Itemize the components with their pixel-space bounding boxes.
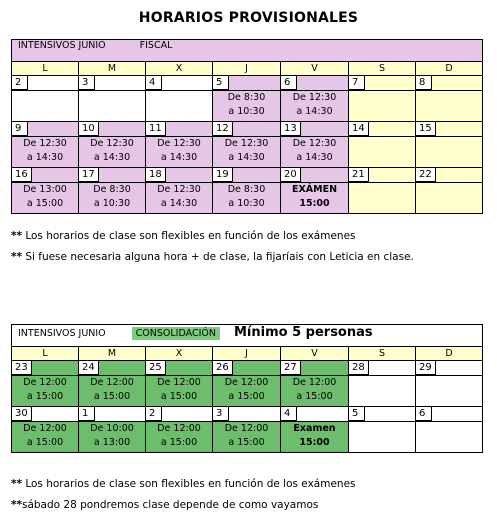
day-header: L <box>12 62 79 76</box>
start-time: De 12:00 <box>224 377 269 388</box>
day-number-cell <box>349 76 416 91</box>
day-number: 23 <box>12 361 32 375</box>
day-header: X <box>146 347 213 361</box>
start-time: De 8:30 <box>93 184 131 195</box>
day-number-cell <box>213 122 281 137</box>
schedule-cell <box>12 137 79 168</box>
start-time: De 8:30 <box>227 92 266 103</box>
day-number-cell <box>281 76 349 91</box>
day-number: 22 <box>416 168 436 182</box>
schedule-cell <box>213 183 281 214</box>
day-number: 24 <box>79 361 99 375</box>
schedule-cell <box>146 422 213 453</box>
schedule-cell <box>213 91 281 122</box>
day-number: 6 <box>416 407 432 421</box>
day-number: 19 <box>213 168 233 182</box>
start-time: De 12:00 <box>157 377 201 388</box>
day-number-cell <box>146 168 213 183</box>
course-name: CONSOLIDACIÓN <box>132 327 220 340</box>
start-time: De 8:30 <box>227 184 266 195</box>
day-number: 2 <box>146 407 162 421</box>
schedule-cell <box>12 91 79 122</box>
note: ** Si fuese necesaria alguna hora + de clase, la fijaríais con Leticia en clase. <box>11 251 414 263</box>
schedule-cell <box>146 376 213 407</box>
start-time: De 12:30 <box>90 138 134 149</box>
end-time: a 10:30 <box>93 198 131 209</box>
exam-time: 15:00 <box>299 198 330 209</box>
start-time: De 12:30 <box>224 138 269 149</box>
day-number: 1 <box>79 407 95 421</box>
day-number-cell <box>146 122 213 137</box>
end-time: a 14:30 <box>160 198 198 209</box>
end-time: a 14:30 <box>93 152 131 163</box>
day-number: 29 <box>416 361 436 375</box>
start-time: De 12:30 <box>23 138 67 149</box>
end-time: a 14:30 <box>296 152 333 163</box>
start-time: De 12:00 <box>90 377 134 388</box>
day-number: 28 <box>349 361 369 375</box>
end-time: a 14:30 <box>228 152 265 163</box>
day-number-cell <box>281 122 349 137</box>
day-number: 13 <box>281 122 301 136</box>
day-header: M <box>79 347 146 361</box>
end-time: a 15:00 <box>26 198 64 209</box>
day-number-cell <box>79 361 146 376</box>
calendar-header <box>12 40 483 62</box>
schedule-cell <box>349 376 416 407</box>
schedule-cell <box>146 183 213 214</box>
schedule-cell <box>12 183 79 214</box>
start-time: De 12:30 <box>292 138 337 149</box>
day-number-cell <box>79 122 146 137</box>
day-number-cell <box>213 361 281 376</box>
course-name: FISCAL <box>139 40 173 51</box>
note: **sábado 28 pondremos clase depende de como vayamos <box>11 499 319 511</box>
end-time: a 15:00 <box>93 391 131 402</box>
schedule-cell <box>416 137 483 168</box>
calendar-fiscal <box>11 39 483 214</box>
schedule-cell <box>146 91 213 122</box>
day-number-cell <box>416 407 483 422</box>
minimum-note: Mínimo 5 personas <box>233 325 373 340</box>
exam-time: 15:00 <box>299 437 330 448</box>
schedule-cell <box>146 137 213 168</box>
day-number-cell <box>281 168 349 183</box>
schedule-cell <box>79 137 146 168</box>
start-time: De 12:00 <box>224 423 269 434</box>
start-time: De 13:00 <box>23 184 67 195</box>
calendar-header <box>12 325 483 347</box>
day-number: 6 <box>281 76 297 90</box>
day-number-cell <box>281 361 349 376</box>
day-number-cell <box>79 168 146 183</box>
end-time: a 15:00 <box>296 391 333 402</box>
end-time: a 14:30 <box>296 106 333 117</box>
day-number-cell <box>416 76 483 91</box>
day-number-cell <box>146 361 213 376</box>
day-number: 18 <box>146 168 166 182</box>
day-number-cell <box>349 122 416 137</box>
start-time: De 12:30 <box>157 138 201 149</box>
day-number-cell <box>213 168 281 183</box>
day-number: 4 <box>281 407 297 421</box>
day-number: 3 <box>79 76 95 90</box>
day-header: X <box>146 62 213 76</box>
day-number: 8 <box>416 76 432 90</box>
schedule-cell <box>281 91 349 122</box>
day-number-cell <box>416 122 483 137</box>
schedule-cell <box>213 422 281 453</box>
note: ** Los horarios de clase son flexibles en función de los exámenes <box>11 230 356 242</box>
start-time: De 12:30 <box>157 184 201 195</box>
schedule-cell <box>12 422 79 453</box>
start-time: De 12:00 <box>292 377 337 388</box>
end-time: a 15:00 <box>26 391 64 402</box>
day-number: 16 <box>12 168 32 182</box>
day-number-cell <box>349 361 416 376</box>
day-number: 5 <box>349 407 365 421</box>
exam-label: Examen <box>293 423 336 434</box>
start-time: De 12:30 <box>292 92 337 103</box>
day-header: V <box>281 62 349 76</box>
day-number: 2 <box>12 76 28 90</box>
end-time: a 15:00 <box>26 437 64 448</box>
schedule-cell <box>416 183 483 214</box>
day-number: 15 <box>416 122 436 136</box>
day-number: 20 <box>281 168 301 182</box>
note: ** Los horarios de clase son flexibles en función de los exámenes <box>11 478 356 490</box>
day-number-cell <box>213 76 281 91</box>
day-header: D <box>416 62 483 76</box>
start-time: De 12:00 <box>23 423 67 434</box>
start-time: De 12:00 <box>23 377 67 388</box>
schedule-cell <box>12 376 79 407</box>
exam-cell <box>281 422 349 453</box>
day-number-cell <box>146 76 213 91</box>
calendar-consolidacion <box>11 324 483 453</box>
schedule-cell <box>416 91 483 122</box>
calendar-title: INTENSIVOS JUNIO <box>18 328 106 339</box>
day-header: J <box>213 62 281 76</box>
day-header: L <box>12 347 79 361</box>
end-time: a 10:30 <box>228 106 265 117</box>
day-number-cell <box>12 122 79 137</box>
day-header: D <box>416 347 483 361</box>
day-header: S <box>349 62 416 76</box>
end-time: a 15:00 <box>160 391 198 402</box>
day-number: 7 <box>349 76 365 90</box>
day-number-cell <box>349 168 416 183</box>
schedule-cell <box>79 422 146 453</box>
end-time: a 10:30 <box>228 198 265 209</box>
schedule-cell <box>349 183 416 214</box>
day-number: 27 <box>281 361 301 375</box>
day-number: 11 <box>146 122 166 136</box>
schedule-cell <box>416 376 483 407</box>
day-number-cell <box>213 407 281 422</box>
day-number: 10 <box>79 122 99 136</box>
end-time: a 15:00 <box>160 437 198 448</box>
day-number-cell <box>12 361 79 376</box>
day-number-cell <box>12 168 79 183</box>
schedule-cell <box>79 91 146 122</box>
day-number: 3 <box>213 407 229 421</box>
day-number: 14 <box>349 122 369 136</box>
day-header: S <box>349 347 416 361</box>
end-time: a 14:30 <box>160 152 198 163</box>
day-number: 26 <box>213 361 233 375</box>
day-number-cell <box>416 361 483 376</box>
exam-label: EXÁMEN <box>291 184 338 195</box>
end-time: a 14:30 <box>26 152 64 163</box>
day-number-cell <box>79 407 146 422</box>
schedule-cell <box>79 376 146 407</box>
start-time: De 12:00 <box>157 423 201 434</box>
schedule-cell <box>416 422 483 453</box>
schedule-cell <box>349 422 416 453</box>
schedule-cell <box>349 137 416 168</box>
end-time: a 15:00 <box>228 437 265 448</box>
day-number: 5 <box>213 76 229 90</box>
schedule-cell <box>281 376 349 407</box>
exam-cell <box>281 183 349 214</box>
day-number-cell <box>146 407 213 422</box>
day-number: 30 <box>12 407 32 421</box>
day-number-cell <box>12 407 79 422</box>
day-header: J <box>213 347 281 361</box>
day-number-cell <box>79 76 146 91</box>
page-title: HORARIOS PROVISIONALES <box>138 10 359 26</box>
schedule-cell <box>79 183 146 214</box>
day-number-cell <box>349 407 416 422</box>
day-number: 17 <box>79 168 99 182</box>
day-number-cell <box>12 76 79 91</box>
schedule-cell <box>281 137 349 168</box>
end-time: a 15:00 <box>228 391 265 402</box>
day-number: 21 <box>349 168 369 182</box>
schedule-cell <box>349 91 416 122</box>
day-header: V <box>281 347 349 361</box>
day-number: 25 <box>146 361 166 375</box>
start-time: De 10:00 <box>90 423 134 434</box>
day-number: 9 <box>12 122 28 136</box>
schedule-cell <box>213 376 281 407</box>
end-time: a 13:00 <box>93 437 131 448</box>
day-number: 4 <box>146 76 162 90</box>
day-number: 12 <box>213 122 233 136</box>
schedule-cell <box>213 137 281 168</box>
day-number-cell <box>416 168 483 183</box>
calendar-title: INTENSIVOS JUNIO <box>18 40 106 51</box>
day-header: M <box>79 62 146 76</box>
day-number-cell <box>281 407 349 422</box>
